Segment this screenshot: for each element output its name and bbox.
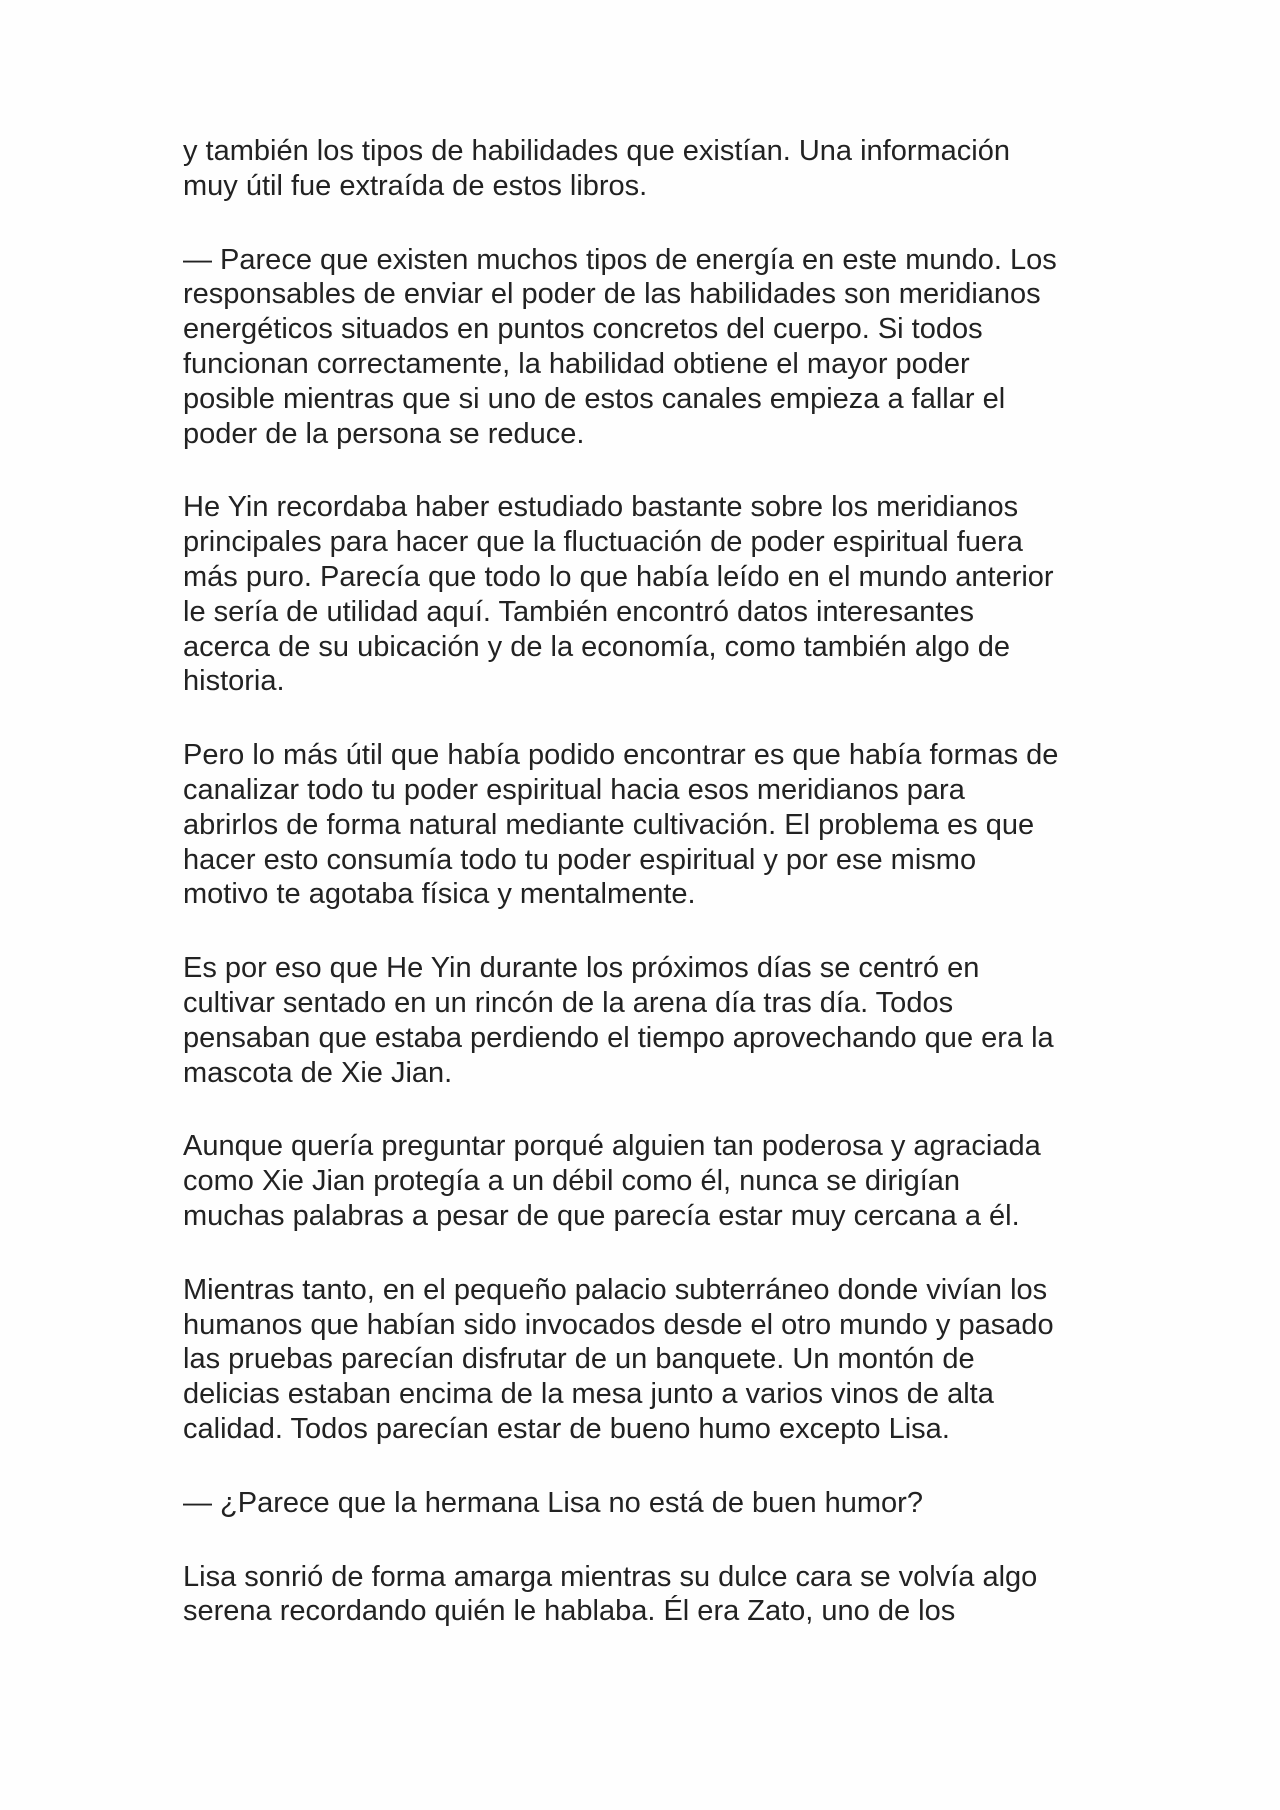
document-body xyxy=(183,134,1103,1668)
paragraph-4: Pero lo más útil que había podido encontrar es que había formas de canalizar todo tu poder espiritual hacia esos meridianos para abrirlos de forma natural mediante cultivación. El problema es que hacer esto consumía todo tu poder espiritual y por ese mismo motivo te agotaba física y mentalmente. xyxy=(183,739,1059,911)
paragraph-3: He Yin recordaba haber estudiado bastante sobre los meridianos principales para hacer que la fluctuación de poder espiritual fuera más puro. Parecía que todo lo que había leído en el mundo anterior le sería de utilidad aquí. También encontró datos interesantes acerca de su ubicación y de la economía, como también algo de historia. xyxy=(183,491,1054,698)
paragraph-1: y también los tipos de habilidades que existían. Una información muy útil fue extraída de estos libros. xyxy=(183,135,1010,202)
paragraph-2: — Parece que existen muchos tipos de energía en este mundo. Los responsables de enviar el poder de las habilidades son meridianos energéticos situados en puntos concretos del cuerpo. Si todos funcionan correctamente, la habilidad obtiene el mayor poder posible mientras que si uno de estos canales empieza a fallar el poder de la persona se reduce. xyxy=(183,243,1057,450)
paragraph-8: — ¿Parece que la hermana Lisa no está de buen humor? xyxy=(183,1486,923,1519)
paragraph-5: Es por eso que He Yin durante los próximos días se centró en cultivar sentado en un rincón de la arena día tras día. Todos pensaban que estaba perdiendo el tiempo aprovechando que era la mascota de Xie Jian. xyxy=(183,952,1054,1089)
paragraph-7: Mientras tanto, en el pequeño palacio subterráneo donde vivían los humanos que habían sido invocados desde el otro mundo y pasado las pruebas parecían disfrutar de un banquete. Un montón de delicias estaban encima de la mesa junto a varios vinos de alta calidad. Todos parecían estar de bueno humo excepto Lisa. xyxy=(183,1273,1054,1445)
paragraph-9: Lisa sonrió de forma amarga mientras su dulce cara se volvía algo serena recordando quién le hablaba. Él era Zato, uno de los xyxy=(183,1560,1038,1628)
paragraph-6: Aunque quería preguntar porqué alguien tan poderosa y agraciada como Xie Jian protegía a un débil como él, nunca se dirigían muchas palabras a pesar de que parecía estar muy cercana a él. xyxy=(183,1130,1041,1232)
